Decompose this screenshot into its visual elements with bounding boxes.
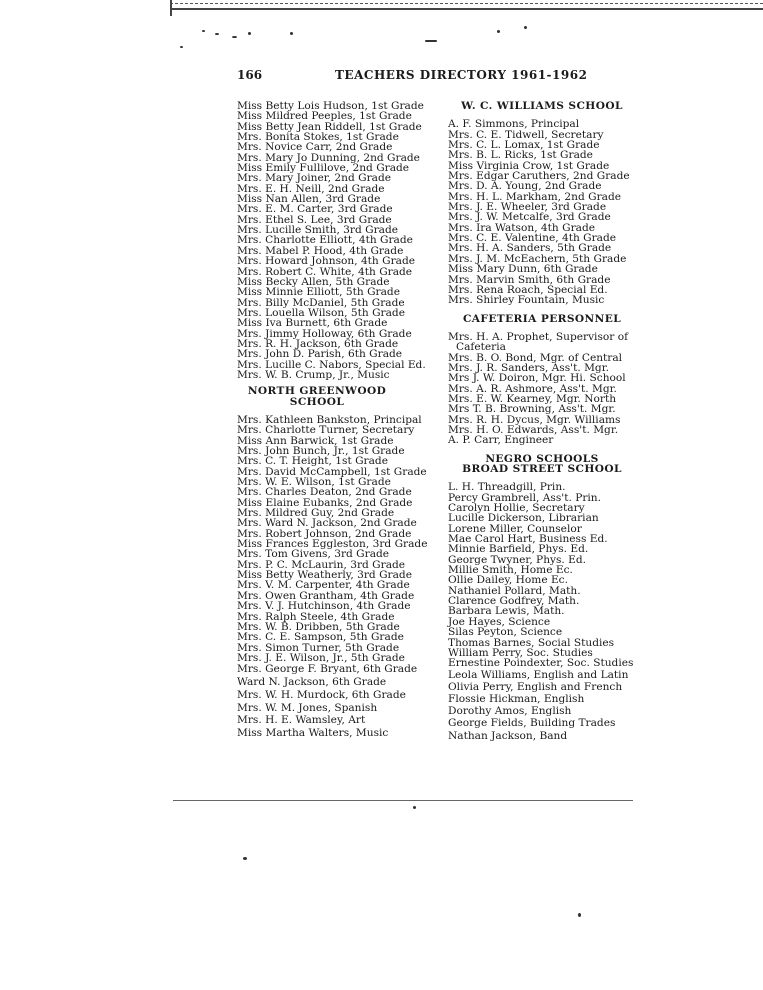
list-item: Millie Smith, Home Ec. <box>448 564 573 577</box>
scan-speck <box>232 36 237 38</box>
list-item: A. P. Carr, Engineer <box>448 434 554 447</box>
list-item: Mrs. Owen Grantham, 4th Grade <box>237 589 415 602</box>
list-item: Mrs. Simon Turner, 5th Grade <box>237 641 400 654</box>
list-item: Mrs. J. M. McEachern, 5th Grade <box>448 252 627 265</box>
list-item: Mrs. Robert Johnson, 2nd Grade <box>237 527 412 540</box>
list-item: Clarence Godfrey, Math. <box>448 595 580 608</box>
list-item: Miss Betty Weatherly, 3rd Grade <box>237 569 412 582</box>
list-item: Mrs. Charlotte Turner, Secretary <box>237 424 415 437</box>
list-item: Mrs. Bonita Stokes, 1st Grade <box>237 131 399 144</box>
list-item: Mrs. Charlotte Elliott, 4th Grade <box>237 234 413 247</box>
list-item: Miss Virginia Crow, 1st Grade <box>448 159 610 172</box>
list-item: Mrs. C. E. Sampson, 5th Grade <box>237 631 404 644</box>
list-item: Mrs. H. A. Sanders, 5th Grade <box>448 242 612 255</box>
list-item: Mrs. Ralph Steele, 4th Grade <box>237 610 395 623</box>
bottom-rule <box>173 800 633 801</box>
list-item: Mrs. B. O. Bond, Mgr. of Central <box>448 351 623 364</box>
list-item: Mrs. Louella Wilson, 5th Grade <box>237 306 405 319</box>
staff-list-cafeteria <box>448 332 658 446</box>
list-item: Silas Peyton, Science <box>448 626 563 639</box>
scan-speck <box>425 40 437 42</box>
list-item: Mrs. W. E. Wilson, 1st Grade <box>237 476 391 489</box>
list-item: A. F. Simmons, Principal <box>448 118 580 131</box>
scan-speck <box>290 32 293 35</box>
list-item: Mrs. H. L. Markham, 2nd Grade <box>448 190 621 203</box>
list-item: Mrs. C. L. Lomax, 1st Grade <box>448 139 600 152</box>
list-item: Miss Becky Allen, 5th Grade <box>237 275 390 288</box>
list-item: Mrs. Howard Johnson, 4th Grade <box>237 255 416 268</box>
list-item: Nathan Jackson, Band <box>448 729 568 742</box>
list-item: Mrs. Lucille C. Nabors, Special Ed. <box>237 358 426 371</box>
list-item: Mrs. Ethel S. Lee, 3rd Grade <box>237 213 392 226</box>
list-item: Miss Ann Barwick, 1st Grade <box>237 434 394 447</box>
staff-list-broad-street-late <box>448 669 658 742</box>
list-item: George Fields, Building Trades <box>448 717 616 730</box>
list-item: Ernestine Poindexter, Soc. Studies <box>448 657 634 670</box>
list-item: Miss Emily Fullilove, 2nd Grade <box>237 162 410 175</box>
list-item: Mrs. P. C. McLaurin, 3rd Grade <box>237 558 406 571</box>
list-item: Ollie Dailey, Home Ec. <box>448 574 568 587</box>
list-item: Mrs. C. E. Tidwell, Secretary <box>448 128 604 141</box>
section-heading-negro-schools: NEGRO SCHOOLS <box>485 452 599 465</box>
list-item: Mrs. John D. Parish, 6th Grade <box>237 348 403 361</box>
list-item: Mrs. R. H. Dycus, Mgr. Williams <box>448 413 621 426</box>
list-item: Mrs. H. E. Wamsley, Art <box>237 714 366 727</box>
list-item: Olivia Perry, English and French <box>448 680 623 693</box>
list-item: Mrs J. W. Doiron, Mgr. Hi. School <box>448 372 626 385</box>
list-item: Mrs. Shirley Fountain, Music <box>448 294 605 307</box>
list-item: Mrs. Lucille Smith, 3rd Grade <box>237 224 399 237</box>
section-heading-north-greenwood: NORTH GREENWOOD <box>247 385 387 398</box>
scan-speck <box>497 30 500 33</box>
list-item: Miss Frances Eggleston, 3rd Grade <box>237 538 428 551</box>
list-item: Mrs. Ward N. Jackson, 2nd Grade <box>237 517 417 530</box>
list-item: Mrs. E. H. Neill, 2nd Grade <box>237 182 385 195</box>
scan-speck <box>180 46 183 48</box>
list-item: Mae Carol Hart, Business Ed. <box>448 533 608 546</box>
list-item: Mrs. Robert C. White, 4th Grade <box>237 265 413 278</box>
list-item: Miss Betty Jean Riddell, 1st Grade <box>237 120 422 133</box>
list-item: Dorothy Amos, English <box>448 705 572 718</box>
list-item: Nathaniel Pollard, Math. <box>448 584 581 597</box>
list-item: Miss Elaine Eubanks, 2nd Grade <box>237 496 413 509</box>
list-item: Mrs. David McCampbell, 1st Grade <box>237 465 427 478</box>
staff-list-north-greenwood <box>237 415 437 663</box>
list-item: Mrs. Marvin Smith, 6th Grade <box>448 273 611 286</box>
list-item: Mrs. V. M. Carpenter, 4th Grade <box>237 579 410 592</box>
list-item: Mrs. V. J. Hutchinson, 4th Grade <box>237 600 411 613</box>
list-item: Mrs. B. L. Ricks, 1st Grade <box>448 149 593 162</box>
page-header <box>237 68 627 86</box>
list-item: Mrs. George F. Bryant, 6th Grade <box>237 663 418 676</box>
list-item: Miss Iva Burnett, 6th Grade <box>237 317 388 330</box>
list-item: Mrs. E. W. Kearney, Mgr. North <box>448 392 617 405</box>
list-item: Mrs. Jimmy Holloway, 6th Grade <box>237 327 412 340</box>
section-heading-cafeteria: CAFETERIA PERSONNEL <box>462 312 622 325</box>
list-item: Mrs. Rena Roach, Special Ed. <box>448 283 608 296</box>
list-item: Barbara Lewis, Math. <box>448 605 565 618</box>
list-item: Mrs. Billy McDaniel, 5th Grade <box>237 296 405 309</box>
list-item: Mrs. Ira Watson, 4th Grade <box>448 221 596 234</box>
top-border-solid <box>170 8 763 10</box>
list-item: Mrs. R. H. Jackson, 6th Grade <box>237 337 399 350</box>
list-item: Mrs. Kathleen Bankston, Principal <box>237 413 422 426</box>
list-item: Lorene Miller, Counselor <box>448 522 582 535</box>
list-item: Lucille Dickerson, Librarian <box>448 512 599 525</box>
list-item: Percy Grambrell, Ass't. Prin. <box>448 491 601 504</box>
list-item: Flossie Hickman, English <box>448 692 585 705</box>
list-item: Mrs. Novice Carr, 2nd Grade <box>237 141 393 154</box>
list-item: Mrs. John Bunch, Jr., 1st Grade <box>237 445 405 457</box>
list-item: Thomas Barnes, Social Studies <box>448 636 615 649</box>
page-title: TEACHERS DIRECTORY 1961-1962 <box>335 68 588 82</box>
list-item: Mrs. W. M. Jones, Spanish <box>237 701 378 714</box>
list-item: Miss Nan Allen, 3rd Grade <box>237 193 381 206</box>
scan-speck <box>248 32 251 35</box>
list-item-continuation: Cafeteria <box>456 341 506 354</box>
top-border-dashed <box>170 3 763 4</box>
section-heading-broad-street: BROAD STREET SCHOOL <box>462 463 622 475</box>
section-heading-wc-williams: W. C. WILLIAMS SCHOOL <box>461 100 623 112</box>
list-item: Mrs. W. B. Crump, Jr., Music <box>237 368 390 381</box>
list-item: Mrs. C. T. Height, 1st Grade <box>237 455 388 468</box>
list-item: Mrs. W. H. Murdock, 6th Grade <box>237 688 406 701</box>
list-item: Mrs. J. E. Wheeler, 3rd Grade <box>448 201 607 214</box>
staff-list-broad-street <box>448 482 658 668</box>
staff-list-north-greenwood-late <box>237 663 437 740</box>
list-item: Mrs. D. A. Young, 2nd Grade <box>448 180 602 193</box>
list-item: Joe Hayes, Science <box>448 615 551 628</box>
list-item: Mrs. Tom Givens, 3rd Grade <box>237 548 390 561</box>
list-item: Mrs. H. O. Edwards, Ass't. Mgr. <box>448 423 619 436</box>
list-item: Mrs. W. B. Dribben, 5th Grade <box>237 620 400 633</box>
scan-speck <box>578 913 581 917</box>
right-column <box>448 101 658 742</box>
list-item: Ward N. Jackson, 6th Grade <box>237 676 387 689</box>
left-border-stub <box>170 0 172 16</box>
list-item: Leola Williams, English and Latin <box>448 668 629 681</box>
page-number: 166 <box>237 68 263 82</box>
staff-list-top <box>237 101 437 380</box>
list-item: L. H. Threadgill, Prin. <box>448 481 566 494</box>
list-item: Mrs. Edgar Caruthers, 2nd Grade <box>448 170 630 183</box>
list-item: Miss Mary Dunn, 6th Grade <box>448 263 598 276</box>
scan-speck <box>524 26 527 29</box>
staff-list-wc-williams <box>448 119 658 305</box>
list-item: Mrs. Mabel P. Hood, 4th Grade <box>237 244 404 257</box>
list-item: Mrs. J. W. Metcalfe, 3rd Grade <box>448 211 611 224</box>
list-item: Mrs. H. A. Prophet, Supervisor of <box>448 330 628 343</box>
list-item: Mrs. E. M. Carter, 3rd Grade <box>237 203 393 216</box>
list-item: George Twyner, Phys. Ed. <box>448 553 587 566</box>
list-item: Carolyn Hollie, Secretary <box>448 502 585 515</box>
list-item: Mrs T. B. Browning, Ass't. Mgr. <box>448 403 616 416</box>
list-item: Mrs. Mary Jo Dunning, 2nd Grade <box>237 151 420 164</box>
list-item: Miss Betty Lois Hudson, 1st Grade <box>237 100 424 112</box>
list-item: Mrs. A. R. Ashmore, Ass't. Mgr. <box>448 382 617 395</box>
list-item: Miss Martha Walters, Music <box>237 727 389 740</box>
list-item: Mrs. Mary Joiner, 2nd Grade <box>237 172 392 185</box>
scan-speck <box>215 33 219 35</box>
scan-speck <box>202 30 205 32</box>
list-item: Mrs. J. E. Wilson, Jr., 5th Grade <box>237 651 405 664</box>
list-item: Minnie Barfield, Phys. Ed. <box>448 543 589 556</box>
list-item: Mrs. Charles Deaton, 2nd Grade <box>237 486 412 499</box>
list-item: Miss Minnie Elliott, 5th Grade <box>237 286 400 299</box>
list-item: Mrs. Mildred Guy, 2nd Grade <box>237 507 395 520</box>
left-column <box>237 101 437 740</box>
list-item: Mrs. C. E. Valentine, 4th Grade <box>448 232 617 245</box>
list-item: Mrs. J. R. Sanders, Ass't. Mgr. <box>448 361 609 374</box>
section-heading-north-greenwood-school: SCHOOL <box>289 395 345 408</box>
list-item: Miss Mildred Peeples, 1st Grade <box>237 110 412 123</box>
scan-speck <box>243 857 247 860</box>
scan-speck <box>413 806 416 809</box>
list-item: William Perry, Soc. Studies <box>448 646 593 659</box>
